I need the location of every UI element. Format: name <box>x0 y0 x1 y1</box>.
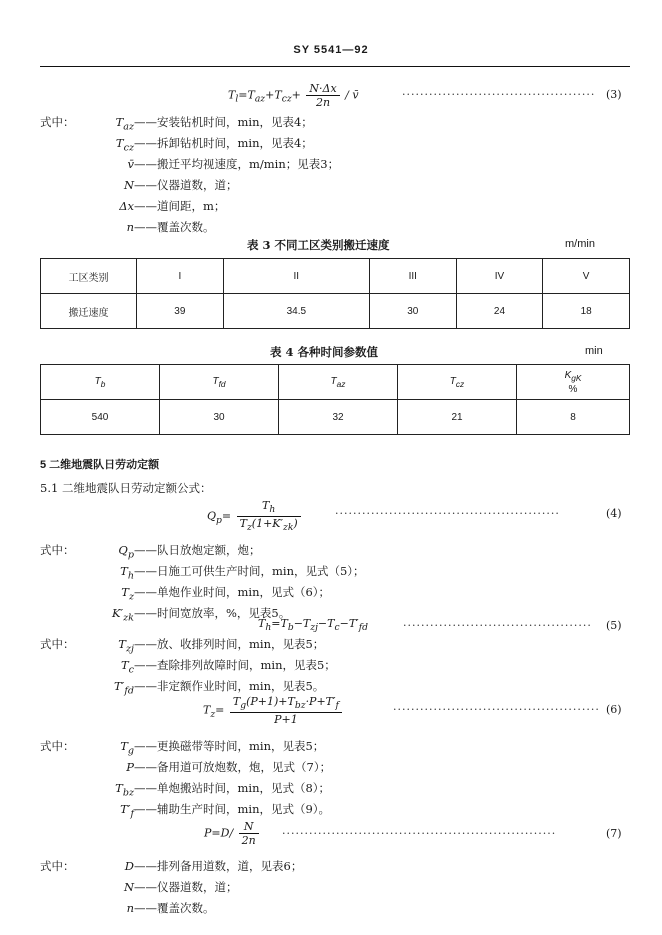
leader-dots: ····························································· <box>282 827 557 840</box>
definition-symbol: P <box>126 760 134 774</box>
definition-symbol: $K'_{zk}$ <box>111 606 134 624</box>
definition-text: ——辅助生产时间，min，见式（9）。 <box>134 802 331 816</box>
definition-item <box>40 759 331 775</box>
definition-item <box>40 879 238 895</box>
equation-5-ref: (5) <box>606 619 622 632</box>
definition-item <box>40 584 330 602</box>
table-cell: 工区类别 <box>41 259 137 294</box>
table-cell: 24 <box>456 294 543 329</box>
definition-symbol: n <box>126 901 134 915</box>
definition-text: ——备用道可放炮数，炮，见式（7）； <box>134 760 332 774</box>
definition-item <box>40 657 336 675</box>
table-3-header-row <box>41 259 630 294</box>
section-5-1: 5.1 二维地震队日劳动定额公式： <box>40 481 212 495</box>
definition-text: ——道间距，m； <box>134 199 226 213</box>
definition-text: ——单炮作业时间，min，见式（6）； <box>134 585 331 599</box>
definition-symbol: $Q_p$ <box>118 543 134 561</box>
table-cell: $T_b$ <box>41 365 160 400</box>
definition-symbol: n <box>126 220 134 234</box>
definition-item <box>40 678 324 696</box>
where-label: 式中： <box>40 637 75 651</box>
table-cell: 21 <box>398 400 517 435</box>
definition-item <box>40 542 261 560</box>
table-cell: III <box>369 259 456 294</box>
definition-symbol: N <box>123 178 134 192</box>
definition-item <box>40 198 225 214</box>
definition-symbol: $T_g$ <box>120 739 134 757</box>
definition-symbol: $T'_f$ <box>120 802 134 820</box>
definition-text: ——覆盖次数。 <box>134 220 215 234</box>
where-label: 式中： <box>40 739 75 753</box>
table-cell: 8 <box>517 400 630 435</box>
table-cell: 18 <box>543 294 630 329</box>
definition-symbol: Δx <box>119 199 134 213</box>
leader-dots: ·················································· <box>335 507 560 520</box>
definition-text: ——仪器道数，道； <box>134 880 238 894</box>
table-cell: IV <box>456 259 543 294</box>
document-header: SY 5541—92 <box>293 44 369 56</box>
table-3-data-row <box>41 294 630 329</box>
definition-item <box>40 900 215 916</box>
definition-symbol: N <box>123 880 134 894</box>
definition-symbol: $T_z$ <box>121 585 134 603</box>
table-3 <box>40 258 630 329</box>
definition-item <box>40 858 302 874</box>
definition-item <box>40 780 330 798</box>
table-cell: II <box>223 259 369 294</box>
definition-item <box>40 605 290 623</box>
definition-item <box>40 636 324 654</box>
definition-symbol: D <box>124 859 134 873</box>
table-4 <box>40 364 630 435</box>
definition-text: ——放、收排列时间，min，见表5； <box>134 637 325 651</box>
definition-item <box>40 156 339 172</box>
definition-symbol: $T_c$ <box>120 658 134 676</box>
equation-7: P=D/ $\frac{N}{2n}$ <box>204 820 261 847</box>
where-label: 式中： <box>40 115 75 129</box>
equation-6: $T_z=$ $\frac{T_g(P+1)+T_{bz}\cdot P+T'_f}{P+1}$ <box>203 695 344 726</box>
leader-dots: ··········································· <box>402 88 596 101</box>
equation-3-ref: (3) <box>606 88 622 101</box>
definition-text: ——非定额作业时间，min，见表5。 <box>134 679 325 693</box>
equation-4: $Q_p=$ $\frac{T_h}{T_z(1+K'_{zk})}$ <box>207 499 303 534</box>
definition-item <box>40 563 365 581</box>
definition-text: ——日施工可供生产时间，min，见式（5）； <box>134 564 365 578</box>
definition-item <box>40 738 324 756</box>
definition-symbol: $T_{zj}$ <box>118 637 134 655</box>
definition-symbol: $T'_{fd}$ <box>114 679 134 697</box>
leader-dots: ·············································· <box>393 703 600 716</box>
table-cell: $T_{az}$ <box>279 365 398 400</box>
definition-text: ——更换磁带等时间，min，见表5； <box>134 739 325 753</box>
definition-text: ——排列备用道数，道，见表6； <box>134 859 303 873</box>
definition-symbol: $T_{cz}$ <box>115 136 134 154</box>
definition-symbol: $T_{bz}$ <box>115 781 134 799</box>
definition-text: ——队日放炮定额，炮； <box>134 543 261 557</box>
equation-7-ref: (7) <box>606 827 622 840</box>
definition-item <box>40 135 313 153</box>
definition-text: ——覆盖次数。 <box>134 901 215 915</box>
leader-dots: ·········································· <box>403 619 592 632</box>
table-4-data-row <box>41 400 630 435</box>
definition-text: ——拆卸钻机时间，min，见表4； <box>134 136 313 150</box>
table-cell: 540 <box>41 400 160 435</box>
table-3-title: 表 3 不同工区类别搬迁速度 <box>247 238 390 252</box>
table-cell: 32 <box>279 400 398 435</box>
table-cell: V <box>543 259 630 294</box>
table-4-title: 表 4 各种时间参数值 <box>270 345 379 359</box>
definition-symbol: $T_{az}$ <box>115 115 134 133</box>
definition-symbol: $T_h$ <box>120 564 134 582</box>
equation-5: $T_h=T_b-T_{zj}-T_c-T'_{fd}$ <box>258 617 368 634</box>
where-label: 式中： <box>40 859 75 873</box>
table-cell: 30 <box>160 400 279 435</box>
table-cell: 39 <box>137 294 224 329</box>
table-cell: $T_{fd}$ <box>160 365 279 400</box>
definition-item <box>40 219 215 235</box>
definition-text: ——时间宽放率，%，见表5。 <box>134 606 291 620</box>
definition-item <box>40 801 330 819</box>
definition-symbol: v̄ <box>127 157 134 171</box>
table-4-unit: min <box>585 345 603 357</box>
definition-item <box>40 114 313 132</box>
equation-4-ref: (4) <box>606 507 622 520</box>
definition-text: ——搬迁平均视速度，m/min；见表3； <box>134 157 340 171</box>
table-cell: $T_{cz}$ <box>398 365 517 400</box>
definition-text: ——安装钻机时间，min，见表4； <box>134 115 313 129</box>
table-cell: $K_{gK}$ % <box>517 365 630 400</box>
table-cell: 30 <box>369 294 456 329</box>
table-3-unit: m/min <box>565 238 595 250</box>
definition-item <box>40 177 238 193</box>
equation-6-ref: (6) <box>606 703 622 716</box>
table-4-header-row <box>41 365 630 400</box>
table-cell: I <box>137 259 224 294</box>
table-cell: 搬迁速度 <box>41 294 137 329</box>
definition-text: ——单炮搬站时间，min，见式（8）； <box>134 781 331 795</box>
table-cell: 34.5 <box>223 294 369 329</box>
header-rule <box>40 66 630 67</box>
equation-3: $T_l=T_{az}+T_{cz}+$ $\frac{N\cdot\Delta x}{2n}$ / v̄ <box>228 82 359 109</box>
section-5-title: 5 二维地震队日劳动定额 <box>40 459 160 471</box>
where-label: 式中： <box>40 543 75 557</box>
definition-text: ——查除排列故障时间，min，见表5； <box>134 658 336 672</box>
definition-text: ——仪器道数，道； <box>134 178 238 192</box>
